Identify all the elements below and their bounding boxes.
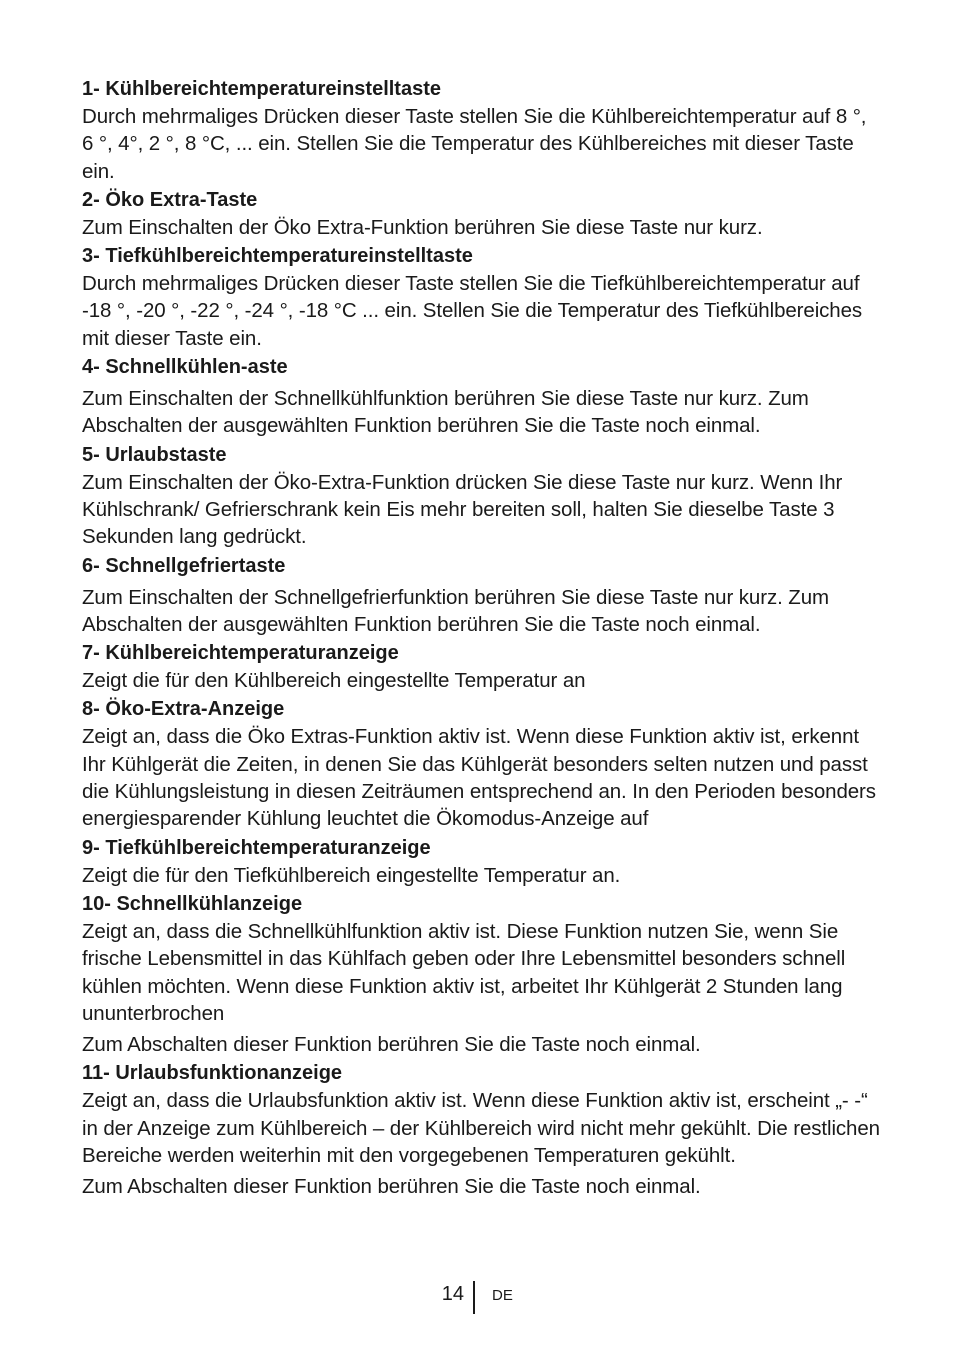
section-heading: 9- Tiefkühlbereichtemperaturanzeige (82, 836, 431, 859)
section-text: Durch mehrmaliges Drücken dieser Taste stellen Sie die Kühlbereichtemperatur auf 8 °, 6 °, 4°, 2 °, 8 °C, ... ein. Stellen Sie die Temperatur des Kühlbereiches mit dieser Taste ein. (82, 105, 867, 183)
section-text: Zum Einschalten der Öko-Extra-Funktion drücken Sie diese Taste nur kurz. Wenn Ihr Kühlschrank/ Gefrierschrank kein Eis mehr bereiten soll, halten Sie dieselbe Taste 3 Sekunden lang gedrückt. (82, 470, 843, 549)
section-text: Zeigt die für den Kühlbereich eingestellte Temperatur an (82, 669, 586, 693)
section-freezer-temp-button (82, 243, 882, 352)
page-footer (0, 1281, 954, 1315)
section-text: Zeigt an, dass die Schnellkühlfunktion aktiv ist. Diese Funktion nutzen Sie, wenn Sie frische Lebensmittel in das Kühlfach geben oder Ihre Lebensmittel besonders schnell kühlen möchten. Wenn diese Funktion aktiv ist, arbeitet Ihr Kühlgerät 2 Stunden lang ununterbrochen (82, 919, 846, 1025)
section-text: Zeigt an, dass die Urlaubsfunktion aktiv ist. Wenn diese Funktion aktiv ist, erscheint „- -“ in der Anzeige zum Kühlbereich – der Kühlbereich wird nicht mehr gekühlt. Die restlichen Bereiche werden weiterhin mit den vorgegebenen Temperaturen gekühlt. (82, 1089, 880, 1168)
section-heading: 6- Schnellgefriertaste (82, 554, 286, 577)
section-freezer-temp-display (82, 835, 882, 889)
section-heading: 3- Tiefkühlbereichtemperatureinstelltaste (82, 245, 473, 268)
footer-divider (473, 1281, 475, 1314)
section-text: Zum Abschalten dieser Funktion berühren Sie die Taste noch einmal. (82, 1033, 701, 1057)
section-eco-extra-button (82, 187, 882, 241)
section-heading: 11- Urlaubsfunktionanzeige (82, 1062, 343, 1085)
section-text: Zeigt an, dass die Öko Extras-Funktion aktiv ist. Wenn diese Funktion aktiv ist, erkennt Ihr Kühlgerät die Zeiten, in denen Sie das Kühlgerät besonders selten nutzen und passt die Kühlungsleistung in diesen Zeiträumen entsprechend an. In den Perioden besonders energiesparender Kühlung leuchtet die Ökomodus-Anzeige auf (82, 725, 876, 831)
section-eco-extra-display (82, 696, 882, 832)
section-text: Zeigt die für den Tiefkühlbereich eingestellte Temperatur an. (82, 863, 621, 887)
section-heading: 8- Öko-Extra-Anzeige (82, 698, 285, 721)
section-heading: 4- Schnellkühlen-aste (82, 356, 288, 379)
section-vacation-button (82, 442, 882, 551)
section-text: Zum Einschalten der Öko Extra-Funktion berühren Sie diese Taste nur kurz. (82, 215, 763, 239)
section-cooler-temp-display (82, 640, 882, 694)
section-cooler-temp-button (82, 76, 882, 185)
section-text: Zum Abschalten dieser Funktion berühren Sie die Taste noch einmal. (82, 1175, 701, 1199)
section-quick-cool-button (82, 354, 882, 440)
section-quick-cool-display (82, 891, 882, 1058)
section-heading: 5- Urlaubstaste (82, 443, 227, 466)
section-quick-freeze-button (82, 553, 882, 639)
section-heading: 1- Kühlbereichtemperatureinstelltaste (82, 78, 441, 100)
section-vacation-display (82, 1060, 882, 1200)
section-text: Durch mehrmaliges Drücken dieser Taste stellen Sie die Tiefkühlbereichtemperatur auf -18 °, -20 °, -22 °, -24 °, -18 °C ... ein. Stellen Sie die Temperatur des Tiefkühlbereiches mit dieser Taste ein. (82, 272, 863, 350)
section-text: Zum Einschalten der Schnellgefrierfunktion berühren Sie diese Taste nur kurz. Zum Abschalten der ausgewählten Funktion berühren Sie die Taste noch einmal. (82, 585, 829, 636)
page-number: 14 (441, 1283, 464, 1305)
section-heading: 10- Schnellkühlanzeige (82, 892, 303, 915)
section-heading: 2- Öko Extra-Taste (82, 188, 258, 211)
section-text: Zum Einschalten der Schnellkühlfunktion berühren Sie diese Taste nur kurz. Zum Abschalten der ausgewählten Funktion berühren Sie die Taste noch einmal. (82, 387, 809, 438)
section-heading: 7- Kühlbereichtemperaturanzeige (82, 642, 399, 665)
language-code: DE (492, 1287, 513, 1304)
manual-content (82, 76, 882, 1203)
